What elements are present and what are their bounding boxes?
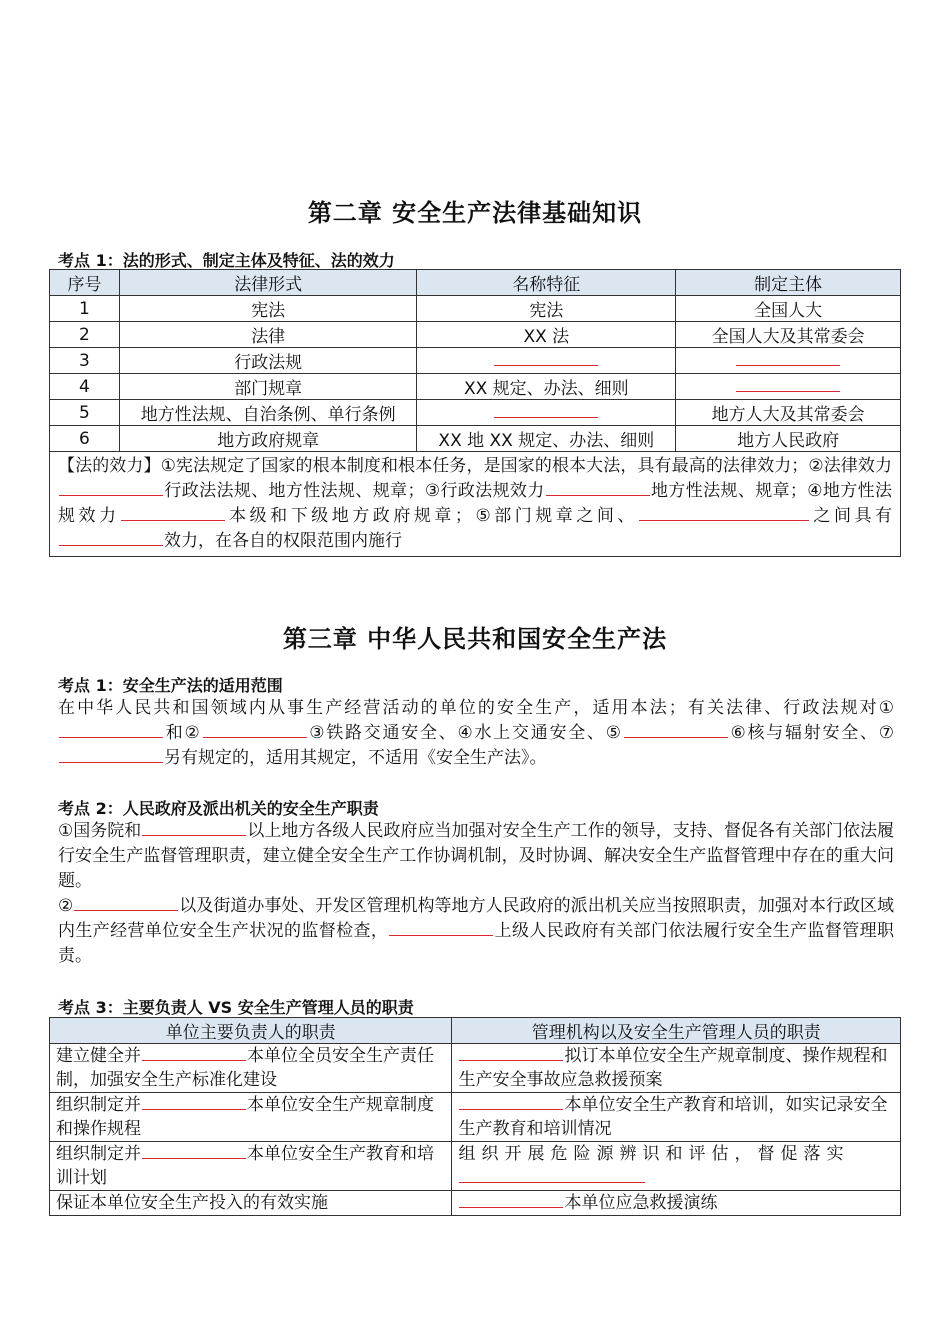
fill-blank[interactable]	[142, 1094, 246, 1110]
cell-feature: 宪法	[417, 296, 676, 322]
chapter3-title: 第三章 中华人民共和国安全生产法	[282, 625, 668, 653]
fill-blank[interactable]	[59, 480, 163, 496]
table-row	[50, 1044, 901, 1093]
leader-duty-cell	[50, 1191, 452, 1216]
cell-text: 本单位应急救援演练	[564, 1193, 718, 1213]
fill-blank[interactable]	[142, 1045, 246, 1061]
table-row	[50, 400, 901, 426]
cell-text: 建立健全并	[56, 1046, 141, 1066]
para-text: 另有规定的，适用其规定，不适用《安全生产法》。	[164, 748, 547, 768]
table-row	[50, 1093, 901, 1142]
fill-blank[interactable]	[546, 480, 650, 496]
table-row	[50, 426, 901, 452]
law-forms-table	[49, 269, 901, 557]
para-text: ⑥核与辐射安全、	[728, 723, 879, 743]
ch2-kp1-title: 考点 1：法的形式、制定主体及特征、法的效力	[58, 251, 395, 270]
effect-text: 效力，在各自的权限范围内施行	[164, 531, 402, 551]
effect-text: 本级和下级地方政府规章；⑤部门规章之间、	[225, 506, 638, 526]
cell-maker: 全国人大及其常委会	[676, 322, 901, 348]
table-row	[50, 1142, 901, 1191]
table-row	[50, 374, 901, 400]
manager-duty-cell	[452, 1191, 901, 1216]
cell-no: 1	[50, 296, 120, 322]
cell-text: 组织制定并	[56, 1095, 141, 1115]
cell-maker-blank	[676, 348, 901, 374]
cell-no: 6	[50, 426, 120, 452]
cell-maker-blank	[676, 374, 901, 400]
para-text: ①国务院和	[58, 821, 142, 841]
cell-maker: 地方人大及其常委会	[676, 400, 901, 426]
effect-row	[50, 452, 901, 557]
fill-blank[interactable]	[459, 1094, 563, 1110]
effect-text: 之间具有	[809, 506, 893, 526]
cell-maker: 全国人大	[676, 296, 901, 322]
cell-form: 宪法	[119, 296, 417, 322]
header-maker: 制定主体	[676, 270, 901, 296]
cell-feature: XX 法	[417, 322, 676, 348]
cell-maker: 地方人民政府	[676, 426, 901, 452]
para-text: 在中华人民共和国领域内从事生产经营活动的单位的安全生产，适用本法；有关法律、行政法规对①	[58, 698, 894, 718]
header-feature: 名称特征	[417, 270, 676, 296]
header-form: 法律形式	[119, 270, 417, 296]
para-text: 以上地方各级人民政府应当加强对安全生产工作的领导，支持、督促各有关部门依法履行安全生产监督管理职责，建立健全安全生产工作协调机制，及时协调、解决安全生产监督管理中存在的重大问题。	[58, 821, 894, 891]
fill-blank[interactable]	[74, 895, 178, 911]
effect-text: 【法的效力】①宪法规定了国家的根本制度和根本任务，是国家的根本大法，具有最高的法律效力；②法律效力	[58, 456, 892, 476]
ch3-kp2-text-a	[58, 819, 894, 894]
cell-feature: XX 规定、办法、细则	[417, 374, 676, 400]
fill-blank[interactable]	[494, 350, 598, 366]
para-text: 以及街道办事处、开发区管理机构等地方人民政府的派出机关应当按照职责，加强对本行政区域内生产经营单位安全生产状况的监督检查，	[58, 896, 894, 941]
cell-feature-blank	[417, 348, 676, 374]
ch3-kp1-title: 考点 1：安全生产法的适用范围	[58, 676, 283, 695]
cell-no: 2	[50, 322, 120, 348]
law-effect-cell	[50, 452, 901, 557]
cell-feature-blank	[417, 400, 676, 426]
table-row	[50, 296, 901, 322]
manager-duty-cell	[452, 1093, 901, 1142]
effect-text: 地方性法规、规章；④地方性法规效力	[58, 481, 892, 526]
cell-feature: XX 地 XX 规定、办法、细则	[417, 426, 676, 452]
fill-blank[interactable]	[459, 1045, 563, 1061]
fill-blank[interactable]	[639, 505, 809, 521]
cell-text: 本单位安全生产教育和培训计划	[56, 1144, 434, 1188]
cell-text: 组织制定并	[56, 1144, 141, 1164]
fill-blank[interactable]	[494, 402, 598, 418]
manager-duty-cell	[452, 1142, 901, 1191]
para-text: ②	[58, 896, 74, 916]
para-text: ③铁路交通安全、④水上交通安全、⑤	[307, 723, 623, 743]
cell-form: 法律	[119, 322, 417, 348]
chapter2-title: 第二章 安全生产法律基础知识	[307, 199, 643, 227]
header-leader-duties: 单位主要负责人的职责	[50, 1018, 452, 1044]
fill-blank[interactable]	[736, 350, 840, 366]
para-text: 和②	[164, 723, 202, 743]
header-manager-duties: 管理机构以及安全生产管理人员的职责	[452, 1018, 901, 1044]
cell-text: 本单位安全生产规章制度和操作规程	[56, 1095, 434, 1139]
cell-no: 3	[50, 348, 120, 374]
para-text: ⑦	[878, 723, 894, 743]
cell-text: 保证本单位安全生产投入的有效实施	[56, 1193, 328, 1213]
manager-duty-cell	[452, 1044, 901, 1093]
cell-text: 本单位全员安全生产责任制，加强安全生产标准化建设	[56, 1046, 434, 1090]
effect-text: 行政法法规、地方性法规、规章；③行政法规效力	[164, 481, 545, 501]
leader-duty-cell	[50, 1142, 452, 1191]
fill-blank[interactable]	[389, 920, 493, 936]
cell-text: 组织开展危险源辨识和评估，督促落实	[458, 1144, 850, 1164]
fill-blank[interactable]	[459, 1192, 563, 1208]
ch3-kp3-title: 考点 3：主要负责人 VS 安全生产管理人员的职责	[58, 998, 414, 1017]
table-row	[50, 1191, 901, 1216]
ch3-kp2-text-b	[58, 894, 894, 969]
leader-duty-cell	[50, 1093, 452, 1142]
cell-form: 地方政府规章	[119, 426, 417, 452]
table-row	[50, 348, 901, 374]
cell-form: 行政法规	[119, 348, 417, 374]
fill-blank[interactable]	[59, 722, 163, 738]
cell-text: 拟订本单位安全生产规章制度、操作规程和生产安全事故应急救援预案	[458, 1046, 888, 1090]
para-text: 上级人民政府有关部门依法履行安全生产监督管理职责。	[58, 921, 895, 966]
fill-blank[interactable]	[121, 505, 225, 521]
cell-text: 本单位安全生产教育和培训，如实记录安全生产教育和培训情况	[458, 1095, 888, 1139]
cell-form: 部门规章	[119, 374, 417, 400]
cell-no: 4	[50, 374, 120, 400]
table-header-row	[50, 1018, 901, 1044]
header-no: 序号	[50, 270, 120, 296]
fill-blank[interactable]	[59, 747, 163, 763]
duties-table	[49, 1017, 901, 1216]
fill-blank[interactable]	[624, 722, 728, 738]
cell-no: 5	[50, 400, 120, 426]
cell-form: 地方性法规、自治条例、单行条例	[119, 400, 417, 426]
fill-blank[interactable]	[59, 530, 163, 546]
ch3-kp1-text	[58, 696, 894, 771]
table-header-row	[50, 270, 901, 296]
fill-blank[interactable]	[736, 376, 840, 392]
fill-blank[interactable]	[459, 1167, 645, 1183]
fill-blank[interactable]	[203, 722, 307, 738]
fill-blank[interactable]	[142, 820, 246, 836]
ch3-kp2-title: 考点 2：人民政府及派出机关的安全生产职责	[58, 799, 379, 818]
leader-duty-cell	[50, 1044, 452, 1093]
table-row	[50, 322, 901, 348]
fill-blank[interactable]	[142, 1143, 246, 1159]
